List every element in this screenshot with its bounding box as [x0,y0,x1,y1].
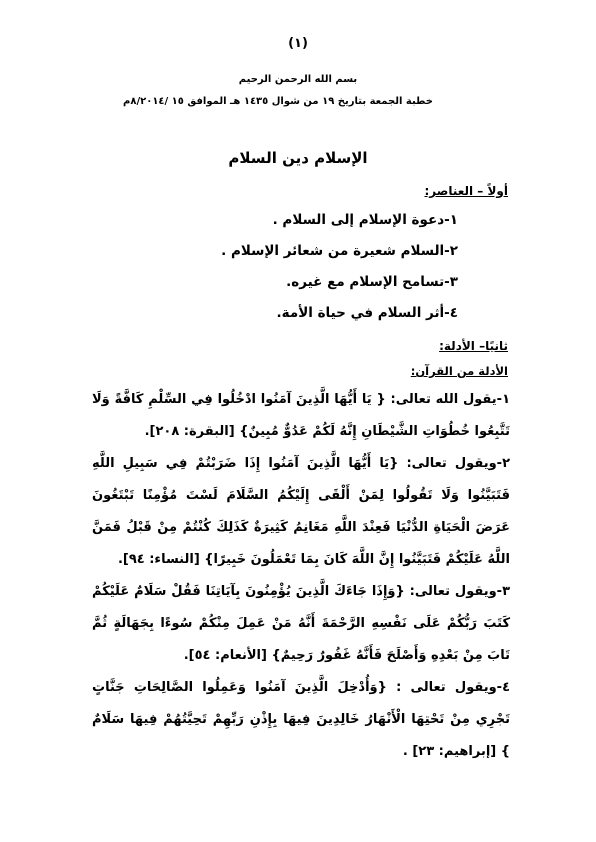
verse-paragraph: ٢-ويقول تعالى: {يَا أَيُّهَا الَّذِينَ آمَنُوا إِذَا ضَرَبْتُمْ فِي سَبِيلِ اللَّهِ فَتَبَيَّنُوا وَلَا تَقُولُوا لِمَنْ أَلْقَى إِلَيْكُمُ السَّلَامَ لَسْتَ مُؤْمِنًا تَبْتَغُونَ عَرَضَ الْحَيَاةِ الدُّنْيَا فَعِنْدَ اللَّهِ مَغَانِمُ كَثِيرَةٌ كَذَلِكَ كُنْتُمْ مِنْ قَبْلُ فَمَنَّ اللَّهُ عَلَيْكُمْ فَتَبَيَّنُوا إِنَّ اللَّهَ كَانَ بِمَا تَعْمَلُونَ خَبِيرًا} [النساء: ٩٤]. [92,456,510,567]
page-number: (١) [288,36,308,51]
verse-paragraph: ٤-ويقول تعالى : {وَأُدْخِلَ الَّذِينَ آمَنُوا وَعَمِلُوا الصَّالِحَاتِ جَنَّاتٍ تَجْرِي مِنْ تَحْتِهَا الْأَنْهَارُ خَالِدِينَ فِيهَا بِإِذْنِ رَبِّهِمْ تَحِيَّتُهُمْ فِيهَا سَلَامٌ } [إبراهيم: ٢٣] . [92,680,510,759]
list-item: ٤-أثر السلام في حياة الأمة. [276,305,458,321]
elements-list [128,205,458,329]
sermon-date-line: خطبة الجمعة بتاريخ ١٩ من شوال ١٤٣٥ هـ الموافق ١٥ /٨/٢٠١٤م [123,96,433,107]
list-item: ١-دعوة الإسلام إلى السلام . [272,212,458,228]
verse-paragraph: ١-يقول الله تعالى: { يَا أَيُّهَا الَّذِينَ آمَنُوا ادْخُلُوا فِي السِّلْمِ كَافَّةً وَلَا تَتَّبِعُوا خُطُوَاتِ الشَّيْطَانِ إِنَّهُ لَكُمْ عَدُوٌّ مُبِينٌ} [البقرة: ٢٠٨]. [92,392,510,439]
verses-list [92,384,510,768]
elements-heading: أولاً – العناصر: [424,184,508,198]
basmala: بسم الله الرحمن الرحيم [238,74,358,85]
verse-paragraph: ٣-ويقول تعالى: {وَإِذَا جَاءَكَ الَّذِينَ يُؤْمِنُونَ بِآيَاتِنَا فَقُلْ سَلَامٌ عَلَيْكُمْ كَتَبَ رَبُّكُمْ عَلَى نَفْسِهِ الرَّحْمَةَ أَنَّهُ مَنْ عَمِلَ مِنْكُمْ سُوءًا بِجَهَالَةٍ ثُمَّ تَابَ مِنْ بَعْدِهِ وَأَصْلَحَ فَأَنَّهُ غَفُورٌ رَحِيمٌ} [الأنعام: ٥٤]. [92,584,510,663]
evidence-heading: ثانيًا– الأدلة: [439,339,508,353]
list-item: ٢-السلام شعيرة من شعائر الإسلام . [221,243,458,259]
list-item: ٣-تسامح الإسلام مع غيره. [286,274,458,290]
page-title: الإسلام دين السلام [228,149,368,167]
quran-evidence-heading: الأدلة من القرآن: [410,364,508,378]
